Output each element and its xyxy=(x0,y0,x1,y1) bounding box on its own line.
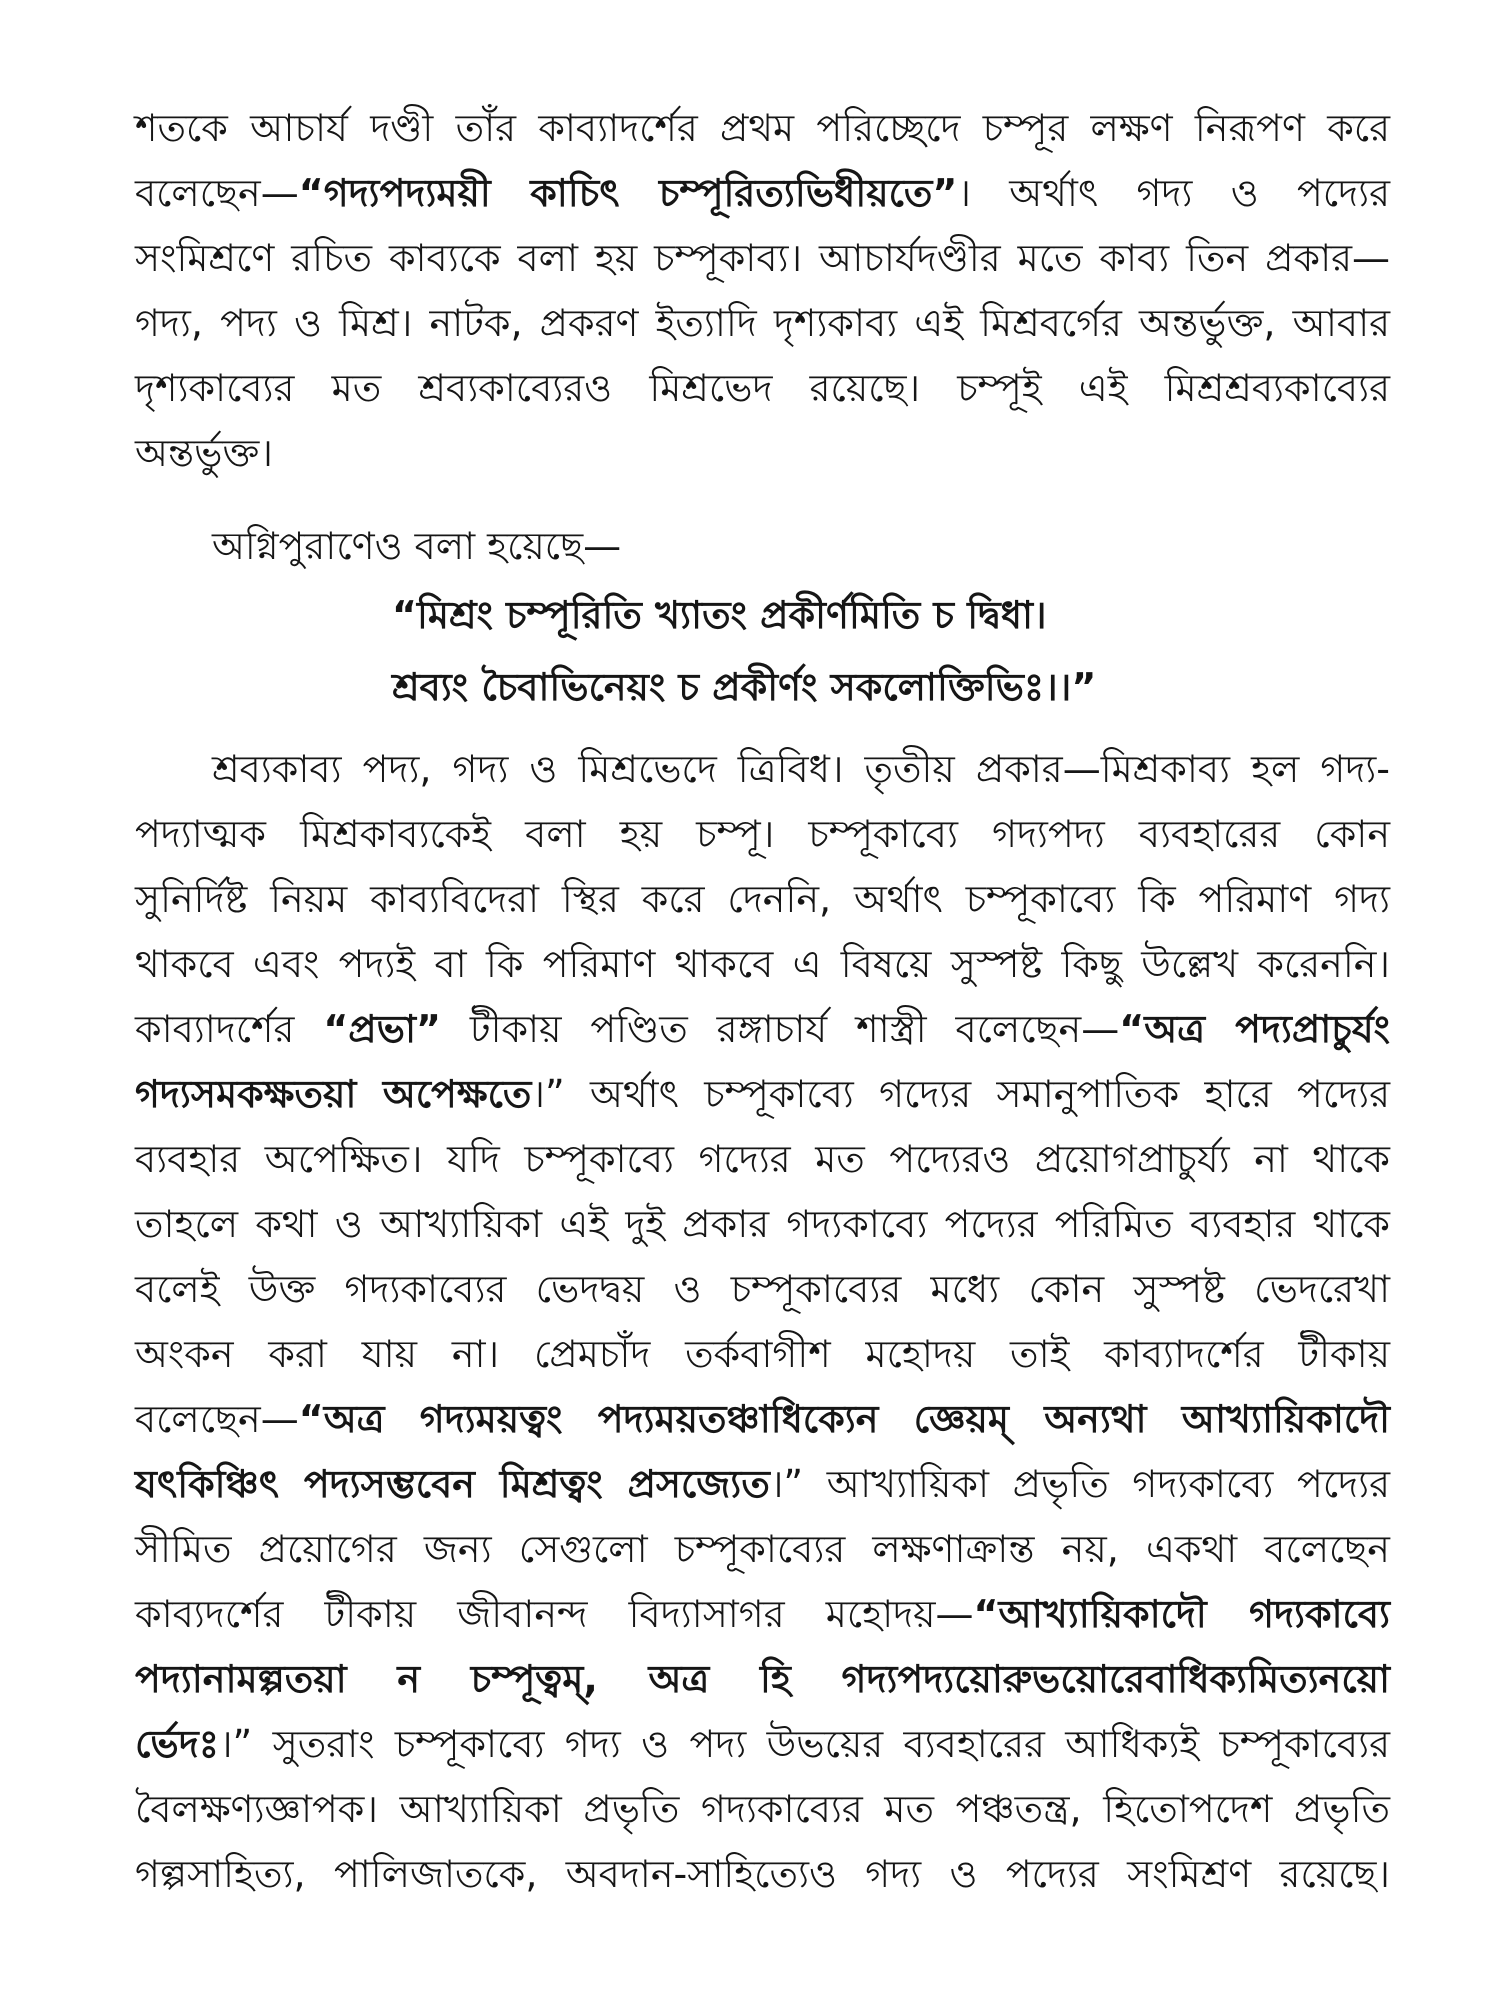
paragraph-1 xyxy=(135,96,1390,486)
text-line xyxy=(135,737,1390,802)
text-line xyxy=(135,1387,1390,1452)
text-line xyxy=(135,1452,1390,1517)
sanskrit-quote: “গদ্যপদ্যময়ী কাচিৎ চম্পূরিত্যভিধীয়তে” xyxy=(298,171,958,215)
sanskrit-quote: “অত্র গদ্যময়ত্বং পদ্যময়তঞ্চাধিক্যেন জ্ঞেয়ম্ অন্যথা আখ্যায়িকাদৌ xyxy=(298,1397,1390,1441)
sanskrit-quote: শ্রব্যং চৈবাভিনেয়ং চ প্রকীর্ণং সকলোক্তিভিঃ।।” xyxy=(392,665,1097,709)
text-line xyxy=(135,226,1390,291)
text-line xyxy=(135,356,1390,421)
text-run: বলেই উক্ত গদ্যকাব্যের ভেদদ্বয় ও চম্পূকাব্যের মধ্যে কোন সুস্পষ্ট ভেদরেখা xyxy=(135,1267,1390,1311)
text-run: দৃশ্যকাব্যের মত শ্রব্যকাব্যেরও মিশ্রভেদ রয়েছে। চম্পূই এই মিশ্রশ্রব্যকাব্যের xyxy=(135,366,1390,410)
commentary-title: “প্রভা” xyxy=(323,1007,441,1051)
text-line xyxy=(135,997,1390,1062)
sanskrit-quote: “আখ্যায়িকাদৌ গদ্যকাব্যে xyxy=(973,1592,1391,1636)
text-run: কাব্যাদর্শের xyxy=(135,1007,324,1051)
text-run: । অর্থাৎ গদ্য ও পদ্যের xyxy=(957,171,1391,215)
text-run: ।” আখ্যায়িকা প্রভৃতি গদ্যকাব্যে পদ্যের xyxy=(769,1462,1390,1506)
paragraph-3 xyxy=(135,737,1390,1907)
text-line xyxy=(135,932,1390,997)
text-run: কাব্যদর্শের টীকায় জীবানন্দ বিদ্যাসাগর মহোদয়— xyxy=(135,1592,974,1636)
text-line xyxy=(135,1647,1390,1712)
sanskrit-quote: পদ্যানামল্পতয়া ন চম্পূত্বম্, অত্র হি গদ্যপদ্যয়োরুভয়োরেবাধিক্যমিত্যনয়ো xyxy=(135,1657,1390,1701)
text-run: গল্পসাহিত্য, পালিজাতকে, অবদান-সাহিত্যেও গদ্য ও পদ্যের সংমিশ্রণ রয়েছে। xyxy=(135,1852,1390,1896)
text-line xyxy=(135,514,1390,579)
text-line xyxy=(135,1062,1390,1127)
sanskrit-quote: “অত্র পদ্যপ্রাচুর্যং xyxy=(1119,1007,1390,1051)
verse-block xyxy=(135,579,1390,723)
sanskrit-quote: র্ভেদঃ xyxy=(135,1722,219,1766)
text-line xyxy=(135,867,1390,932)
text-run: সুনির্দিষ্ট নিয়ম কাব্যবিদেরা স্থির করে দেননি, অর্থাৎ চম্পূকাব্যে কি পরিমাণ গদ্য xyxy=(135,877,1390,921)
text-line xyxy=(135,421,1390,486)
text-run: শতকে আচার্য দণ্ডী তাঁর কাব্যাদর্শের প্রথম পরিচ্ছেদে চম্পূর লক্ষণ নিরূপণ করে xyxy=(135,106,1390,150)
text-line xyxy=(135,1777,1390,1842)
sanskrit-quote: “মিশ্রং চম্পূরিতি খ্যাতং প্রকীর্ণমিতি চ দ্বিধা। xyxy=(392,593,1047,637)
text-line xyxy=(135,161,1390,226)
text-line xyxy=(135,1127,1390,1192)
text-run: ।” অর্থাৎ চম্পূকাব্যে গদ্যের সমানুপাতিক হারে পদ্যের xyxy=(531,1072,1391,1116)
text-run: পদ্যাত্মক মিশ্রকাব্যকেই বলা হয় চম্পূ। চম্পূকাব্যে গদ্যপদ্য ব্যবহারের কোন xyxy=(135,812,1390,856)
text-run: থাকবে এবং পদ্যই বা কি পরিমাণ থাকবে এ বিষয়ে সুস্পষ্ট কিছু উল্লেখ করেননি। xyxy=(135,942,1390,986)
sanskrit-quote: যৎকিঞ্চিৎ পদ্যসম্ভবেন মিশ্রত্বং প্রসজ্যেত xyxy=(135,1462,770,1506)
text-line xyxy=(135,1257,1390,1322)
verse-line xyxy=(392,579,1390,651)
text-line xyxy=(135,1192,1390,1257)
text-line xyxy=(135,291,1390,356)
text-run: বৈলক্ষণ্যজ্ঞাপক। আখ্যায়িকা প্রভৃতি গদ্যকাব্যের মত পঞ্চতন্ত্র, হিতোপদেশ প্রভৃতি xyxy=(135,1787,1390,1831)
text-line xyxy=(135,1712,1390,1777)
text-line xyxy=(135,1517,1390,1582)
text-line xyxy=(135,802,1390,867)
verse-line xyxy=(392,651,1390,723)
text-run: অগ্নিপুরাণেও বলা হয়েছে— xyxy=(212,524,622,568)
text-run: টীকায় পণ্ডিত রঙ্গাচার্য শাস্ত্রী বলেছেন— xyxy=(440,1007,1120,1051)
text-line xyxy=(135,1582,1390,1647)
text-line xyxy=(135,1322,1390,1387)
text-run: গদ্য, পদ্য ও মিশ্র। নাটক, প্রকরণ ইত্যাদি দৃশ্যকাব্য এই মিশ্রবর্গের অন্তর্ভুক্ত, আবার xyxy=(135,301,1390,345)
text-run: অন্তর্ভুক্ত। xyxy=(135,431,273,475)
text-line xyxy=(135,1842,1390,1907)
text-run: শ্রব্যকাব্য পদ্য, গদ্য ও মিশ্রভেদে ত্রিবিধ। তৃতীয় প্রকার—মিশ্রকাব্য হল গদ্য- xyxy=(212,747,1390,791)
text-run: ।” সুতরাং চম্পূকাব্যে গদ্য ও পদ্য উভয়ের ব্যবহারের আধিক্যই চম্পূকাব্যের xyxy=(218,1722,1390,1766)
text-run: বলেছেন— xyxy=(135,1397,299,1441)
text-run: সীমিত প্রয়োগের জন্য সেগুলো চম্পূকাব্যের লক্ষণাক্রান্ত নয়, একথা বলেছেন xyxy=(135,1527,1390,1571)
text-run: সংমিশ্রণে রচিত কাব্যকে বলা হয় চম্পূকাব্য। আচার্যদণ্ডীর মতে কাব্য তিন প্রকার— xyxy=(135,236,1390,280)
text-run: অংকন করা যায় না। প্রেমচাঁদ তর্কবাগীশ মহোদয় তাই কাব্যাদর্শের টীকায় xyxy=(135,1332,1390,1376)
paragraph-2 xyxy=(135,514,1390,579)
text-run: ব্যবহার অপেক্ষিত। যদি চম্পূকাব্যে গদ্যের মত পদ্যেরও প্রয়োগপ্রাচুর্য্য না থাকে xyxy=(135,1137,1390,1181)
text-run: তাহলে কথা ও আখ্যায়িকা এই দুই প্রকার গদ্যকাব্যে পদ্যের পরিমিত ব্যবহার থাকে xyxy=(135,1202,1390,1246)
text-line xyxy=(135,96,1390,161)
text-run: বলেছেন— xyxy=(135,171,299,215)
sanskrit-quote: গদ্যসমকক্ষতয়া অপেক্ষতে xyxy=(135,1072,532,1116)
